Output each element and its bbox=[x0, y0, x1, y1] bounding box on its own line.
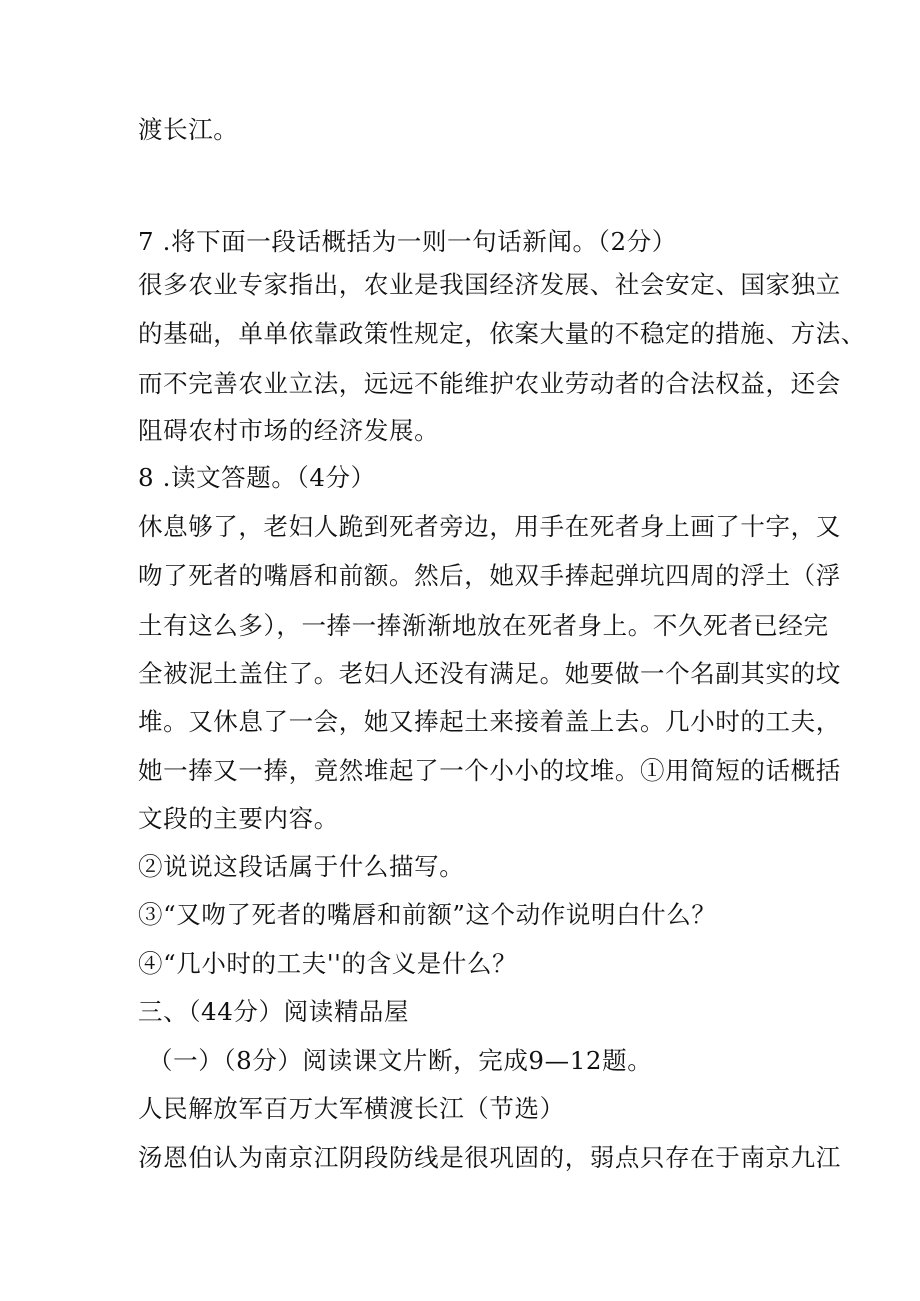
paragraph-line: 的基础，单单依靠政策性规定，依案大量的不稳定的措施、方法、 bbox=[138, 319, 866, 348]
paragraph-line: 她一捧又一捧，竟然堆起了一个小小的坟堆。①用简短的话概括 bbox=[138, 756, 841, 785]
line-continuation: 渡长江。 bbox=[138, 115, 239, 144]
section-three-heading: 三、（44分）阅读精品屋 bbox=[138, 997, 410, 1026]
paragraph-line: 全被泥土盖住了。老妇人还没有满足。她要做一个名副其实的坟 bbox=[138, 659, 841, 688]
paragraph-line: 文段的主要内容。 bbox=[138, 804, 339, 833]
paragraph-line: 而不完善农业立法，远远不能维护农业劳动者的合法权益，还会 bbox=[138, 369, 841, 398]
passage-title: 人民解放军百万大军横渡长江（节选） bbox=[138, 1094, 565, 1123]
sub-question: ②说说这段话属于什么描写。 bbox=[138, 852, 465, 881]
question-8-heading: 8 .读文答题。（4分） bbox=[138, 463, 376, 492]
subsection-heading: （一）（8分）阅读课文片断，完成9—12题。 bbox=[148, 1046, 653, 1075]
paragraph-line: 休息够了，老妇人跪到死者旁边，用手在死者身上画了十字，又 bbox=[138, 512, 841, 541]
sub-question: ④“几小时的工夫''的含义是什么？ bbox=[138, 949, 518, 978]
question-7-heading: 7 .将下面一段话概括为一则一句话新闻。（2分） bbox=[138, 227, 677, 256]
paragraph-line: 很多农业专家指出，农业是我国经济发展、社会安定、国家独立 bbox=[138, 270, 841, 299]
paragraph-line: 堆。又休息了一会，她又捧起土来接着盖上去。几小时的工夫， bbox=[138, 707, 841, 736]
paragraph-line: 吻了死者的嘴唇和前额。然后，她双手捧起弹坑四周的浮土（浮 bbox=[138, 561, 841, 590]
paragraph-line: 阻碍农村市场的经济发展。 bbox=[138, 416, 440, 445]
paragraph-line: 土有这么多），一捧一捧渐渐地放在死者身上。不久死者已经完 bbox=[138, 611, 829, 640]
sub-question: ③“又吻了死者的嘴唇和前额”这个动作说明白什么？ bbox=[138, 900, 717, 929]
paragraph-line: 汤恩伯认为南京江阴段防线是很巩固的，弱点只存在于南京九江 bbox=[138, 1143, 841, 1172]
